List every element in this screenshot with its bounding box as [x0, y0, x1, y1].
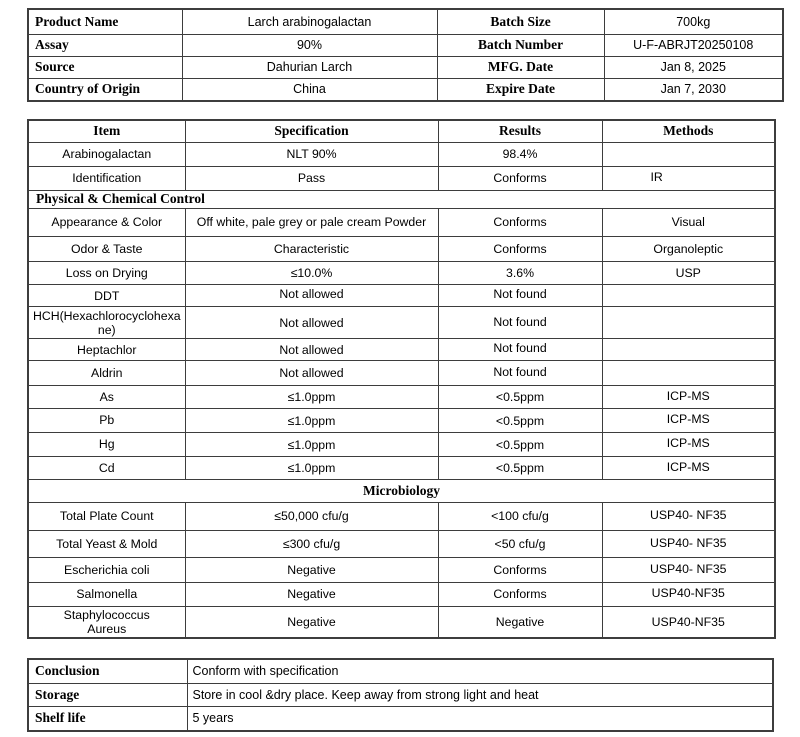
- cell-spec: ≤50,000 cfu/g: [185, 502, 438, 530]
- cell-spec: Not allowed: [185, 284, 438, 306]
- assay-row: [28, 34, 783, 56]
- field-value: Conform with specification: [187, 659, 773, 683]
- field-value: U-F-ABRJT20250108: [604, 34, 783, 56]
- origin-row: [28, 78, 783, 101]
- cell-spec: ≤1.0ppm: [185, 456, 438, 479]
- cell-item: Escherichia coli: [28, 557, 185, 582]
- field-label: Conclusion: [28, 659, 187, 683]
- cell-spec: Characteristic: [185, 236, 438, 261]
- field-value: Larch arabinogalactan: [182, 9, 437, 34]
- cell-method: [602, 284, 775, 306]
- field-label: Storage: [28, 683, 187, 706]
- row-hch: [28, 306, 775, 338]
- cell-spec: Off white, pale grey or pale cream Powder: [185, 208, 438, 236]
- field-value: 5 years: [187, 706, 773, 731]
- cell-method: ICP-MS: [602, 385, 775, 408]
- row-heptachlor: [28, 338, 775, 360]
- header-results: Results: [438, 120, 602, 142]
- cell-result: 98.4%: [438, 142, 602, 166]
- row-appearance-color: [28, 208, 775, 236]
- row-ddt: [28, 284, 775, 306]
- cell-item: Loss on Drying: [28, 261, 185, 284]
- cell-result: <0.5ppm: [438, 385, 602, 408]
- cell-spec: Negative: [185, 582, 438, 606]
- field-value: Jan 8, 2025: [604, 56, 783, 78]
- table-gap: [27, 102, 800, 119]
- table-gap: [27, 639, 800, 658]
- field-label: Source: [28, 56, 182, 78]
- cell-spec: Negative: [185, 557, 438, 582]
- row-loss-on-drying: [28, 261, 775, 284]
- cell-item: Odor & Taste: [28, 236, 185, 261]
- specification-table: [27, 119, 776, 639]
- cell-item: Cd: [28, 456, 185, 479]
- cell-method: USP: [602, 261, 775, 284]
- cell-result: 3.6%: [438, 261, 602, 284]
- header-row: [28, 120, 775, 142]
- row-arabinogalactan: [28, 142, 775, 166]
- header-methods: Methods: [602, 120, 775, 142]
- cell-result: Conforms: [438, 208, 602, 236]
- section-title: Microbiology: [28, 479, 775, 502]
- cell-result: Conforms: [438, 166, 602, 190]
- cell-item-text: Staphylococcus Aureus: [63, 607, 150, 636]
- field-label: Shelf life: [28, 706, 187, 731]
- product-name-row: [28, 9, 783, 34]
- cell-spec: ≤300 cfu/g: [185, 530, 438, 557]
- conclusion-row: [28, 659, 773, 683]
- field-label: Expire Date: [437, 78, 604, 101]
- section-microbiology: [28, 479, 775, 502]
- cell-item: Identification: [28, 166, 185, 190]
- cell-result: <100 cfu/g: [438, 502, 602, 530]
- row-cd: [28, 456, 775, 479]
- row-staphylococcus-aureus: [28, 606, 775, 638]
- cell-method: USP40- NF35: [602, 530, 775, 557]
- section-title: Physical & Chemical Control: [28, 190, 775, 208]
- cell-result: Negative: [438, 606, 602, 638]
- cell-method: ICP-MS: [602, 456, 775, 479]
- cell-method: USP40-NF35: [602, 606, 775, 638]
- field-value: 90%: [182, 34, 437, 56]
- cell-method: USP40- NF35: [602, 502, 775, 530]
- row-identification: [28, 166, 775, 190]
- conclusion-table: [27, 658, 774, 732]
- cell-method: USP40-NF35: [602, 582, 775, 606]
- cell-result: Conforms: [438, 582, 602, 606]
- cell-item: Aldrin: [28, 360, 185, 385]
- cell-method: [602, 360, 775, 385]
- cell-item: Total Yeast & Mold: [28, 530, 185, 557]
- cell-result: <0.5ppm: [438, 456, 602, 479]
- cell-method: [602, 142, 775, 166]
- row-total-plate-count: [28, 502, 775, 530]
- field-value: 700kg: [604, 9, 783, 34]
- section-physical-chemical: [28, 190, 775, 208]
- field-label: Country of Origin: [28, 78, 182, 101]
- field-label: Assay: [28, 34, 182, 56]
- cell-item: Pb: [28, 408, 185, 432]
- field-label: Batch Size: [437, 9, 604, 34]
- row-salmonella: [28, 582, 775, 606]
- cell-result: Not found: [438, 360, 602, 385]
- cell-result: Conforms: [438, 236, 602, 261]
- cell-spec: ≤1.0ppm: [185, 432, 438, 456]
- header-item: Item: [28, 120, 185, 142]
- cell-item: Appearance & Color: [28, 208, 185, 236]
- row-as: [28, 385, 775, 408]
- cell-spec: Not allowed: [185, 338, 438, 360]
- header-specification: Specification: [185, 120, 438, 142]
- cell-item: Heptachlor: [28, 338, 185, 360]
- cell-result: Not found: [438, 306, 602, 338]
- cell-item: Hg: [28, 432, 185, 456]
- row-odor-taste: [28, 236, 775, 261]
- cell-result: <0.5ppm: [438, 408, 602, 432]
- product-info-table: [27, 8, 784, 102]
- cell-method: IR: [602, 166, 775, 190]
- shelf-life-row: [28, 706, 773, 731]
- cell-result: Not found: [438, 338, 602, 360]
- cell-method: [602, 306, 775, 338]
- cell-item: As: [28, 385, 185, 408]
- cell-item: [28, 606, 185, 638]
- cell-method: ICP-MS: [602, 408, 775, 432]
- cell-item: Arabinogalactan: [28, 142, 185, 166]
- cell-item: HCH(Hexachlorocyclohexane): [28, 306, 185, 338]
- cell-spec: ≤1.0ppm: [185, 408, 438, 432]
- cell-method: USP40- NF35: [602, 557, 775, 582]
- row-aldrin: [28, 360, 775, 385]
- field-value: Store in cool &dry place. Keep away from strong light and heat: [187, 683, 773, 706]
- cell-item: Salmonella: [28, 582, 185, 606]
- cell-result: <0.5ppm: [438, 432, 602, 456]
- cell-spec: Not allowed: [185, 306, 438, 338]
- field-label: Product Name: [28, 9, 182, 34]
- row-total-yeast-mold: [28, 530, 775, 557]
- cell-item: DDT: [28, 284, 185, 306]
- cell-spec: Not allowed: [185, 360, 438, 385]
- field-value: Dahurian Larch: [182, 56, 437, 78]
- cell-spec: ≤1.0ppm: [185, 385, 438, 408]
- field-value: China: [182, 78, 437, 101]
- cell-spec: ≤10.0%: [185, 261, 438, 284]
- cell-result: Conforms: [438, 557, 602, 582]
- field-label: Batch Number: [437, 34, 604, 56]
- row-hg: [28, 432, 775, 456]
- row-pb: [28, 408, 775, 432]
- cell-method: [602, 338, 775, 360]
- cell-item: Total Plate Count: [28, 502, 185, 530]
- cell-result: Not found: [438, 284, 602, 306]
- cell-result: <50 cfu/g: [438, 530, 602, 557]
- storage-row: [28, 683, 773, 706]
- field-value: Jan 7, 2030: [604, 78, 783, 101]
- cell-method: Organoleptic: [602, 236, 775, 261]
- row-escherichia-coli: [28, 557, 775, 582]
- field-label: MFG. Date: [437, 56, 604, 78]
- cell-spec: NLT 90%: [185, 142, 438, 166]
- source-row: [28, 56, 783, 78]
- cell-spec: Pass: [185, 166, 438, 190]
- cell-method: ICP-MS: [602, 432, 775, 456]
- cell-method: Visual: [602, 208, 775, 236]
- cell-spec: Negative: [185, 606, 438, 638]
